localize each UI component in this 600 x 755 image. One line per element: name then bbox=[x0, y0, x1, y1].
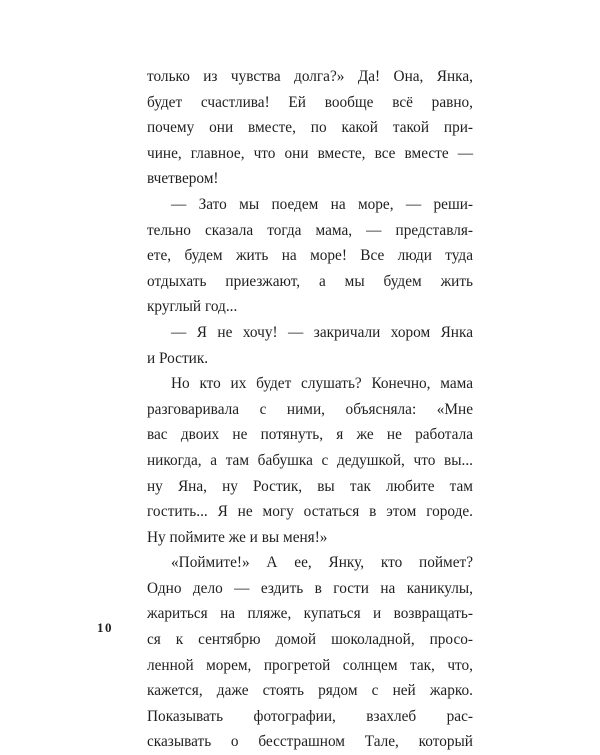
text-line: жариться на пляже, купаться и возвращать- bbox=[147, 605, 473, 623]
text-line: Ну поймите же и вы меня!» bbox=[147, 528, 328, 546]
text-line: никогда, а там бабушка с дедушкой, что вы... bbox=[147, 451, 473, 469]
text-line: круглый год... bbox=[147, 298, 238, 316]
page-number: 10 bbox=[97, 620, 113, 635]
text-line: Показывать фотографии, взахлеб рас- bbox=[147, 707, 473, 725]
text-line: тельно сказала тогда мама, — представля- bbox=[147, 221, 473, 239]
body-text bbox=[147, 64, 473, 755]
text-line: будет счастлива! Ей вообще всё равно, bbox=[147, 93, 473, 111]
text-line: чине, главное, что они вместе, все вместе — bbox=[147, 144, 473, 162]
text-line: ся к сентябрю домой шоколадной, просо- bbox=[147, 631, 473, 649]
text-line: «Поймите!» А ее, Янку, кто поймет? bbox=[171, 554, 473, 572]
text-line: ленной морем, прогретой солнцем так, что, bbox=[147, 656, 473, 674]
text-line: сказывать о бесстрашном Тале, который bbox=[147, 733, 473, 751]
text-line: вчетвером! bbox=[147, 170, 219, 188]
text-line: и Ростик. bbox=[147, 349, 209, 367]
text-line: только из чувства долга?» Да! Она, Янка, bbox=[147, 68, 473, 85]
text-line: — Зато мы поедем на море, — реши- bbox=[171, 195, 473, 213]
text-line: Но кто их будет слушать? Конечно, мама bbox=[171, 375, 473, 393]
text-line: — Я не хочу! — закричали хором Янка bbox=[171, 323, 473, 341]
text-line: Одно дело — ездить в гости на каникулы, bbox=[147, 579, 473, 597]
text-line: отдыхать приезжают, а мы будем жить bbox=[147, 272, 473, 290]
text-line: разговаривала с ними, объясняла: «Мне bbox=[147, 400, 473, 418]
text-line: вас двоих не потянуть, я же не работала bbox=[147, 426, 473, 444]
text-line: кажется, даже стоять рядом с ней жарко. bbox=[147, 682, 473, 700]
text-line: почему они вместе, по какой такой при- bbox=[147, 119, 473, 137]
text-line: ете, будем жить на море! Все люди туда bbox=[147, 247, 473, 265]
text-line: ну Яна, ну Ростик, вы так любите там bbox=[147, 477, 473, 495]
text-line: гостить... Я не могу остаться в этом городе. bbox=[147, 503, 473, 521]
